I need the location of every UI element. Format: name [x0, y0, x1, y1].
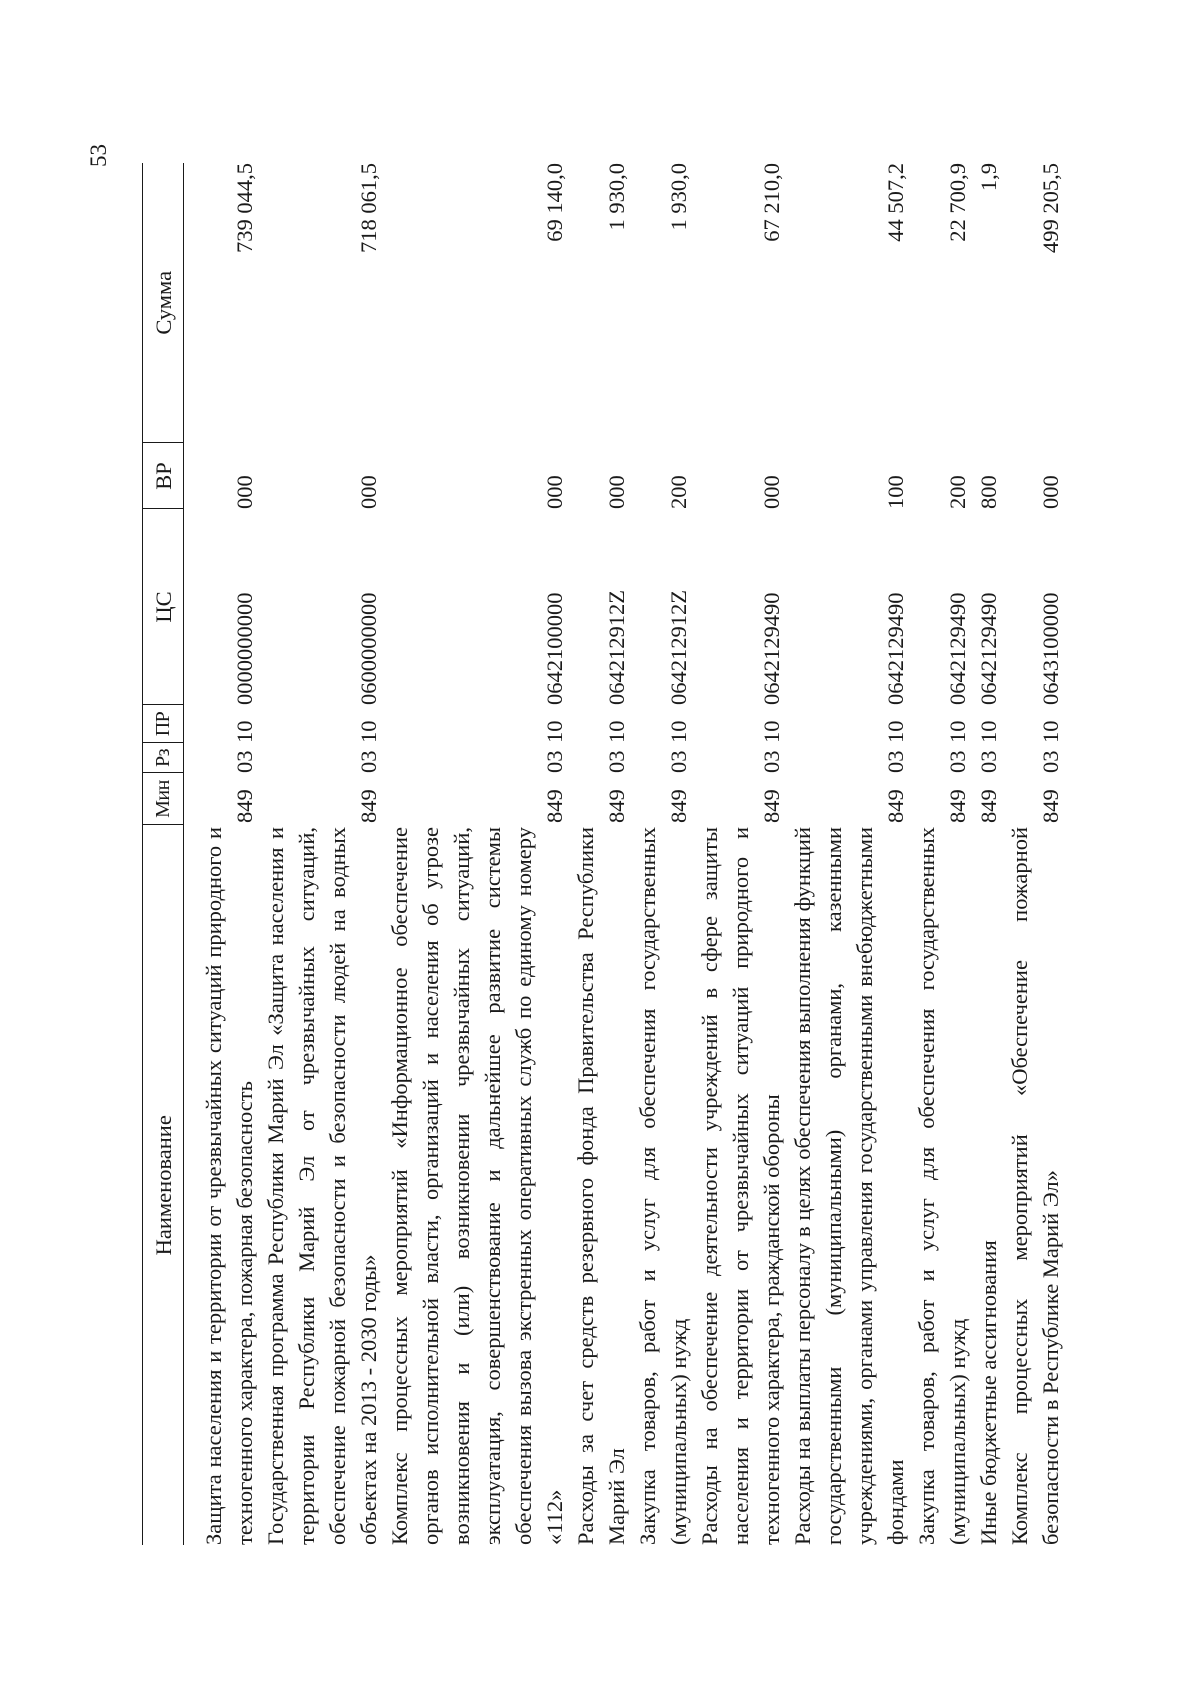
row-name: Комплекс процессных мероприятий «Обеспечение пожарной безопасности в Республике Марий Эл» — [1007, 827, 1063, 1545]
row-vr: 000 — [1038, 475, 1063, 509]
row-vr: 000 — [542, 475, 567, 509]
header-pr: ПР — [143, 705, 184, 743]
row-rz: 03 — [604, 750, 629, 773]
row-rz: 03 — [356, 750, 381, 773]
row-rz: 03 — [883, 750, 908, 773]
row-sum: 1,9 — [976, 163, 1001, 192]
row-rz: 03 — [1038, 750, 1063, 773]
row-pr: 10 — [604, 720, 629, 743]
table-row — [787, 163, 911, 1545]
table-row — [384, 163, 570, 1545]
row-sum: 22 700,9 — [945, 163, 970, 242]
row-name: Защита населения и территории от чрезвычайных ситуаций природного и техногенного характера, пожарная безопасность — [201, 827, 257, 1545]
row-sum: 1 930,0 — [604, 163, 629, 231]
row-rz: 03 — [976, 750, 1001, 773]
page-number: 53 — [86, 144, 111, 167]
row-rz: 03 — [945, 750, 970, 773]
row-cs: 0642129490 — [759, 592, 784, 705]
row-cs: 064212912Z — [666, 590, 691, 705]
row-vr: 800 — [976, 475, 1001, 509]
header-min: Мин — [143, 773, 184, 825]
row-vr: 200 — [945, 475, 970, 509]
table-row — [260, 163, 384, 1545]
row-pr: 10 — [232, 720, 257, 743]
row-pr: 10 — [356, 720, 381, 743]
row-name: Комплекс процессных мероприятий «Информационное обеспечение органов исполнительной власти, организаций и населения об угрозе возникновения и (или) возникновении чрезвычайных ситуаций, эксплуатация, совершенствование и дальнейшее развитие системы обеспечения вызова экстренных оперативных служб по единому номеру «112» — [387, 827, 567, 1545]
row-pr: 10 — [976, 720, 1001, 743]
row-min: 849 — [976, 789, 1001, 823]
row-pr: 10 — [666, 720, 691, 743]
row-min: 849 — [883, 789, 908, 823]
row-sum: 739 044,5 — [232, 163, 257, 253]
row-sum: 67 210,0 — [759, 163, 784, 242]
budget-table — [142, 163, 1066, 1545]
row-pr: 10 — [883, 720, 908, 743]
table-row — [973, 163, 1004, 1545]
row-pr: 10 — [759, 720, 784, 743]
row-name: Закупка товаров, работ и услуг для обеспечения государственных (муниципальных) нужд — [635, 827, 691, 1545]
table-row — [570, 163, 632, 1545]
row-name: Расходы на обеспечение деятельности учреждений в сфере защиты населения и территории от чрезвычайных ситуаций природного и техногенного характера, гражданской обороны — [697, 827, 784, 1545]
row-cs: 0642129490 — [883, 592, 908, 705]
row-vr: 000 — [232, 475, 257, 509]
row-cs: 0643100000 — [1038, 592, 1063, 705]
header-vr: ВР — [143, 443, 184, 509]
table-row — [184, 163, 261, 1545]
row-sum: 1 930,0 — [666, 163, 691, 231]
table-header-row — [143, 163, 184, 1545]
row-cs: 064212912Z — [604, 590, 629, 705]
row-name: Расходы на выплаты персоналу в целях обеспечения выполнения функций государственными (муниципальными) органами, казенными учреждениями, органами управления государственными внебюджетными фондами — [790, 827, 908, 1545]
row-pr: 10 — [1038, 720, 1063, 743]
header-cs: ЦС — [143, 509, 184, 705]
row-min: 849 — [542, 789, 567, 823]
row-sum: 44 507,2 — [883, 163, 908, 242]
row-vr: 000 — [759, 475, 784, 509]
row-vr: 000 — [604, 475, 629, 509]
row-name: Закупка товаров, работ и услуг для обеспечения государственных (муниципальных) нужд — [914, 827, 970, 1545]
row-rz: 03 — [542, 750, 567, 773]
row-cs: 0600000000 — [356, 592, 381, 705]
row-rz: 03 — [759, 750, 784, 773]
table-row — [632, 163, 694, 1545]
row-min: 849 — [1038, 789, 1063, 823]
row-min: 849 — [232, 789, 257, 823]
table-row — [911, 163, 973, 1545]
row-min: 849 — [604, 789, 629, 823]
row-sum: 718 061,5 — [356, 163, 381, 253]
row-vr: 100 — [883, 475, 908, 509]
row-min: 849 — [945, 789, 970, 823]
header-name: Наименование — [143, 825, 184, 1545]
row-sum: 499 205,5 — [1038, 163, 1063, 253]
row-sum: 69 140,0 — [542, 163, 567, 242]
row-rz: 03 — [666, 750, 691, 773]
row-cs: 0642100000 — [542, 592, 567, 705]
row-vr: 000 — [356, 475, 381, 509]
row-cs: 0642129490 — [976, 592, 1001, 705]
row-name: Государственная программа Республики Марий Эл «Защита населения и территории Республики Марий Эл от чрезвычайных ситуаций, обеспечение пожарной безопасности и безопасности людей на водных объектах на 2013 - 2030 годы» — [263, 827, 381, 1545]
table-row — [1004, 163, 1066, 1545]
row-rz: 03 — [232, 750, 257, 773]
row-name: Иные бюджетные ассигнования — [976, 1240, 1001, 1545]
row-vr: 200 — [666, 475, 691, 509]
row-name: Расходы за счет средств резервного фонда Правительства Республики Марий Эл — [573, 827, 629, 1545]
header-sum: Сумма — [143, 163, 184, 443]
row-min: 849 — [666, 789, 691, 823]
row-pr: 10 — [542, 720, 567, 743]
table-row — [694, 163, 787, 1545]
row-min: 849 — [759, 789, 784, 823]
row-cs: 0642129490 — [945, 592, 970, 705]
header-rz: Рз — [143, 743, 184, 773]
row-min: 849 — [356, 789, 381, 823]
row-cs: 0000000000 — [232, 592, 257, 705]
row-pr: 10 — [945, 720, 970, 743]
